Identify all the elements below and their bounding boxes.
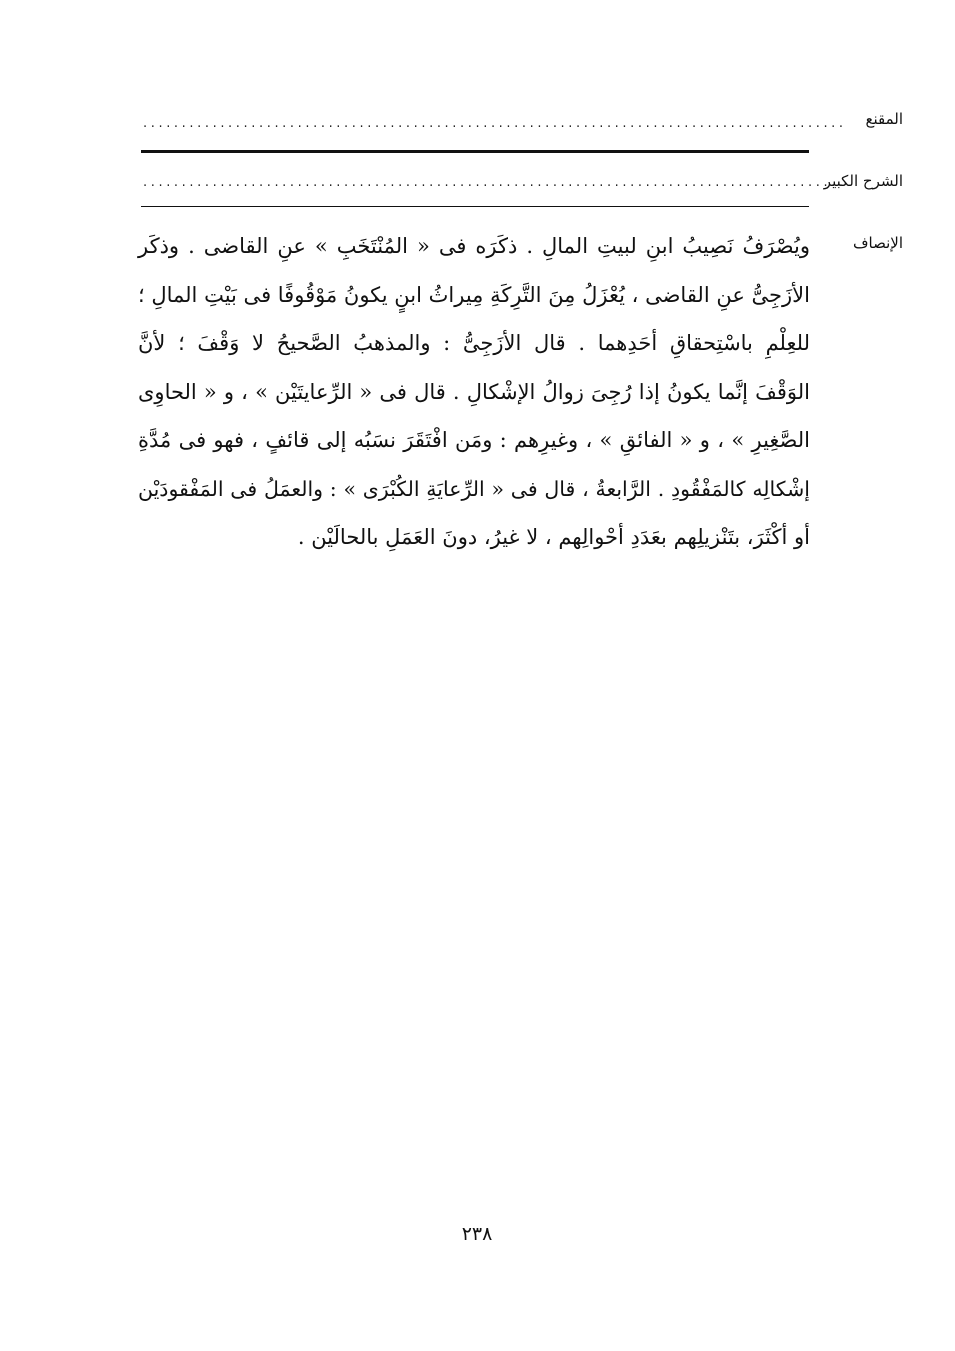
text-line: للعِلْمِ باسْتِحقاقِ أحَدِهما . قال الأزَجِىُّ : والمذهبُ الصَّحيحُ لا وَقْفَ ؛ لأنَّ bbox=[138, 331, 810, 355]
dotted-leader-muqni: ........................................................................................... bbox=[143, 116, 847, 131]
section-label-insaf: الإنصاف bbox=[852, 234, 903, 252]
text-line: الأزَجِىُّ عنِ القاضى ، يُعْزَلُ مِنَ التَّرِكَةِ مِيراثُ ابنٍ يكونُ مَوْقُوفًا فى بَيْتِ المالِ ؛ bbox=[138, 282, 810, 307]
section-label-muqni: المقنع bbox=[865, 110, 903, 128]
text-line: ويُصْرَفُ نَصِيبُ ابنِ لبيتِ المالِ . ذكَرَه فى « المُنْتَخَبِ » عنِ القاضى . وذكَر bbox=[138, 234, 810, 258]
insaf-body-text bbox=[138, 222, 810, 562]
text-line: الصَّغِيرِ » ، و « الفائقِ » ، وغيرِهم : ومَن افْتَقَرَ نسَبُه إلى قائفٍ ، فهو فى مُدَّةِ bbox=[138, 428, 810, 452]
text-line: الوَقْفَ إنَّما يكونُ إذا رُجِىَ زوالُ الإشْكالِ . قال فى « الرِّعايتَيْن » ، و « الحاوِى bbox=[138, 379, 810, 404]
dotted-leader-sharh: ........................................................................................... bbox=[143, 175, 847, 190]
thin-divider bbox=[141, 206, 809, 207]
section-label-sharh: الشرح الكبير bbox=[823, 172, 903, 190]
page-number: ٢٣٨ bbox=[461, 1223, 493, 1245]
text-line: أو أكْثَرَ، بتَنْزيلِهم بعَدَدِ أحْوالِهم ، لا غيرُ، دونَ العَمَلِ بالحالَيْن . bbox=[297, 525, 810, 549]
thick-divider bbox=[141, 150, 809, 153]
text-line: إشْكالِه كالمَفْقُودِ . الرَّابعةُ ، قال فى « الرِّعايَةِ الكُبْرَى » : والعمَلُ فى المَفْقودَيْن bbox=[138, 476, 810, 501]
